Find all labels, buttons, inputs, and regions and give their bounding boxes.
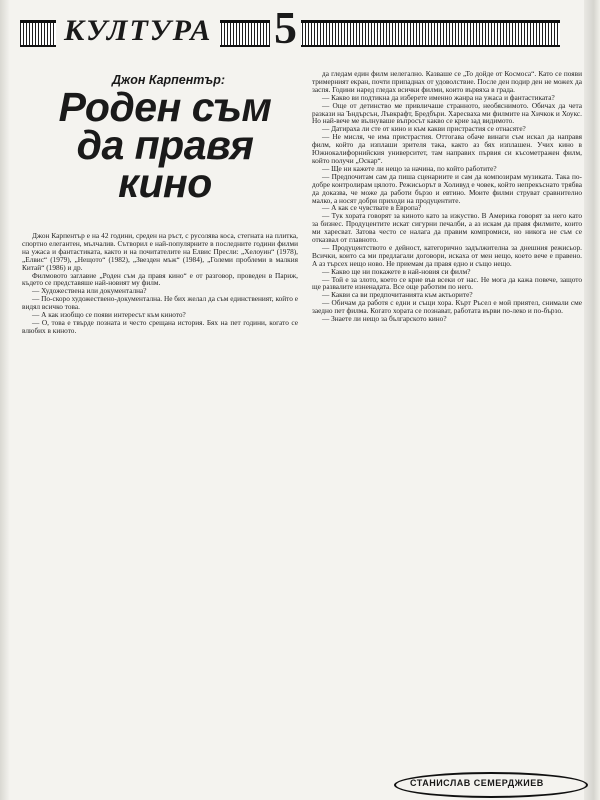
author-byline: СТАНИСЛАВ СЕМЕРДЖИЕВ: [410, 778, 544, 788]
article-paragraph: — Какви са ви предпочитанията към актьорите?: [322, 290, 473, 300]
article-column-left: [22, 232, 298, 370]
scan-shadow-right: [584, 0, 600, 800]
article-paragraph: — О, това е твърде позната и често срещана история. Бях на пет години, когато се влюбих в киното.: [22, 317, 298, 335]
headline-line: кино: [118, 160, 212, 206]
headline-line: да правя: [76, 122, 254, 168]
article-paragraph: — Той е за злото, което се крие във всеки от нас. Не мога да кажа повече, защото ще развалите изненадата. Все още работим по него.: [312, 274, 582, 292]
article-paragraph: да гледам един филм нелегално. Казваше се „То дойде от Космоса“. Като се появи тримерният екран, почти припаднах от удоволствие. После ден подир ден не можех да заспя. Години наред гледах всички филми, които вървяха в града.: [312, 70, 582, 94]
article-paragraph: — Ще ни кажете ли нещо за начина, по който работите?: [322, 163, 497, 173]
article-paragraph: — Какво ви подтикна да изберете именно жанра на ужаса и фантастиката?: [322, 92, 555, 102]
article-column-right: [312, 70, 582, 774]
article-paragraph: — Предпочитам сам да пиша сценариите и сам да композирам музиката. Така по-добре контролирам цялото. Режисьорът в Холивуд е човек, който непрекъснато трябва да доказва, че може да работи бързо и евтино. Моите филми струват сравнително малко, а носят добри приходи на продуцентите.: [312, 171, 582, 205]
article-paragraph: Джон Карпентър е на 42 години, среден на ръст, с русолява коса, стегната на плитка, спортно елегантен, мълчалив. Сътворил е най-популярните в последните години филми на ужаса и фантастиката, както и на почитателите на Елвис Пресли: „Хелоуин“ (1978), „Елвис“ (1979), „Нещото“ (1982), „Звезден мъж“ (1984), „Големи проблеми в малкия Китай“ (1986) и др.: [22, 232, 298, 272]
article-paragraph: — А как изобщо се появи интересът към киното?: [32, 310, 186, 320]
byline-block: [400, 774, 580, 796]
article-paragraph: — Какво ще ни покажете в най-новия си филм?: [322, 266, 471, 276]
headline-line: Роден съм: [58, 84, 272, 130]
article-paragraph: — Продуцентството е дейност, категорично задължителна за днешния режисьор. Всички, които са ми предлагали договори, искаха от мен нещо, което вече е правено. А аз търсех нещо ново. Не приемам да правя едно и също нещо.: [312, 242, 582, 268]
article-paragraph: — А как се чувствате в Европа?: [322, 203, 422, 213]
article-paragraph: — Тук хората говорят за киното като за изкуство. В Америка говорят за него като за бизнес. Продуцентите искат сигурни печалби, а аз искам да правя филмите, които ми харесват. Затова често се налага да правим компромиси, но никога не съм се отказвал от главното.: [312, 211, 582, 245]
article-paragraph: — Датираха ли сте от кино и към какви пристрастия се отнасяте?: [322, 124, 526, 134]
article-headline: [30, 84, 300, 206]
article-paragraph: — Художествена или документална?: [32, 286, 147, 296]
article-paragraph: — Знаете ли нещо за българското кино?: [322, 314, 447, 324]
section-title: КУЛТУРА: [56, 14, 220, 48]
article-paragraph: — По-скоро художествено-документална. Не бих желал да съм единственият, който е видял всичко това.: [22, 294, 298, 312]
article-paragraph: — Обичам да работя с едни и същи хора. Кърт Ръсел е мой приятел, снимали сме заедно пет филма. Когато хората се познават, работата върви по-леко и по-бързо.: [312, 298, 582, 316]
section-masthead: [20, 2, 586, 53]
page-number: 5: [270, 6, 301, 50]
article-paragraph: — Не мисля, че има пристрастия. Оттогава обаче винаги съм искал да направя филм, който да изплаши зрителя така, както аз бях изплашен. Учих кино в Южнокалифорнийския университет, там направих първия си късометражен филм, който получи „Оскар“.: [312, 132, 582, 165]
article-paragraph: — Още от детинство ме привличаше странното, необяснимото. Обичах да чета разкази на Ъндърсън, Лъвкрафт, Бредбъри. Харесваха ми филмите на Хичкок и Хоукс. Но най-вече ме вълнуваше въпросът какво се крие зад видимото.: [312, 100, 582, 126]
article-kicker: Джон Карпентър:: [112, 73, 226, 87]
article-paragraph: Филмовото заглавие „Роден съм да правя кино“ е от разговор, проведен в Париж, където се представяше най-новият му филм.: [22, 270, 298, 288]
scan-shadow-left: [0, 0, 10, 800]
